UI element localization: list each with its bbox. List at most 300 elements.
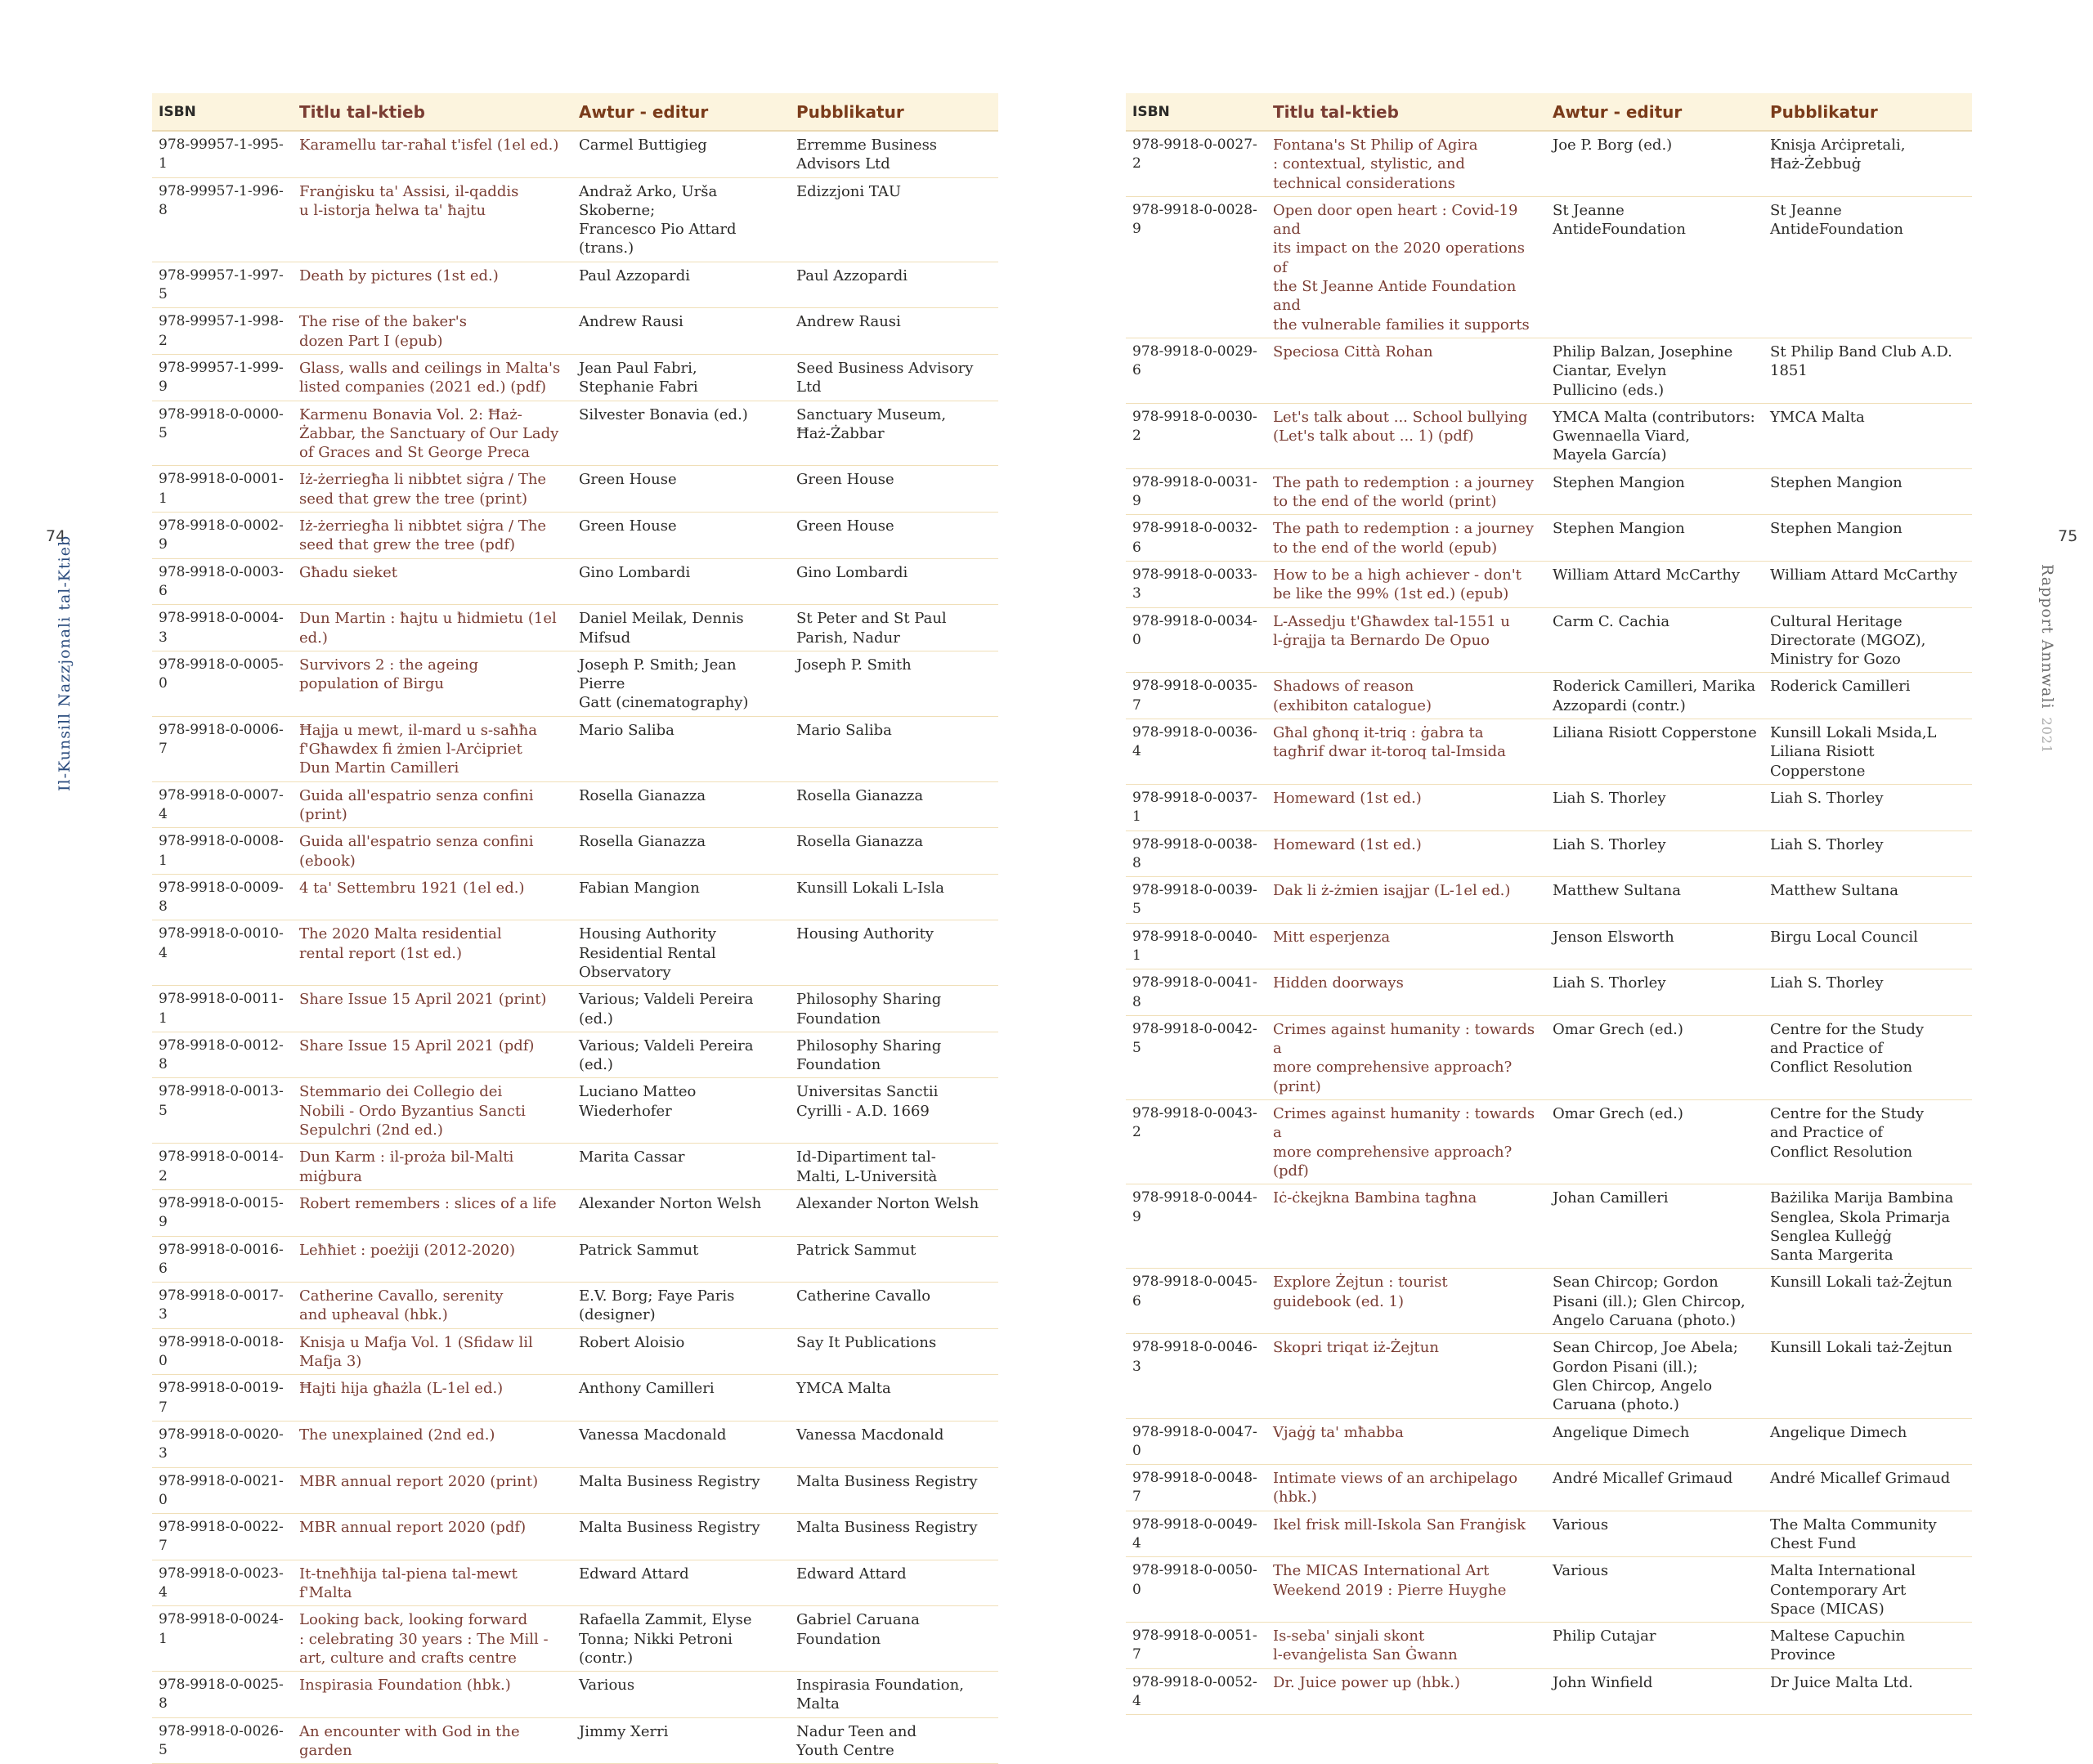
author-cell: Various; Valdeli Pereira (ed.): [579, 1036, 754, 1074]
table-row: [152, 1237, 998, 1283]
author-cell: Daniel Meilak, Dennis Mifsud: [579, 610, 744, 647]
table-row: [1126, 562, 1972, 608]
title-cell: Leħħiet : poeżiji (2012-2020): [299, 1241, 515, 1259]
title-cell: Ħajja u mewt, il-mard u s-saħħa f'Għawdex fi żmien l-Arċipriet Dun Martin Camilleri: [299, 721, 537, 777]
isbn-cell: 978-9918-0-0007-4: [159, 786, 284, 822]
author-cell: Marita Cassar: [579, 1148, 685, 1166]
table-row: [152, 1078, 998, 1144]
publisher-cell: Gabriel Caruana Foundation: [796, 1611, 920, 1648]
isbn-cell: 978-9918-0-0024-1: [159, 1611, 284, 1647]
author-cell: Sean Chircop; Gordon Pisani (ill.); Glen Chircop, Angelo Caruana (photo.): [1553, 1274, 1746, 1330]
isbn-cell: 978-9918-0-0050-0: [1132, 1562, 1257, 1598]
table-row: [152, 651, 998, 717]
title-cell: The 2020 Malta residential rental report (1st ed.): [299, 925, 502, 962]
author-cell: Luciano Matteo Wiederhofer: [579, 1083, 697, 1120]
author-cell: Joseph P. Smith; Jean Pierre Gatt (cinematography): [579, 656, 749, 712]
isbn-cell: 978-9918-0-0049-4: [1132, 1516, 1257, 1551]
title-cell: Vjaġġ ta' mħabba: [1273, 1423, 1404, 1441]
isbn-cell: 978-9918-0-0006-7: [159, 721, 284, 758]
isbn-cell: 978-9918-0-0035-7: [1132, 678, 1257, 714]
table-row: [1126, 831, 1972, 878]
publisher-cell: The Malta Community Chest Fund: [1770, 1516, 1937, 1552]
author-cell: Green House: [579, 517, 677, 535]
author-cell: Silvester Bonavia (ed.): [579, 405, 748, 423]
table-row: [152, 920, 998, 986]
isbn-cell: 978-99957-1-996-8: [159, 182, 284, 218]
title-cell: An encounter with God in the garden: [299, 1722, 520, 1760]
isbn-cell: 978-9918-0-0001-1: [159, 471, 284, 507]
publisher-cell: Knisja Arċipretali, Ħaż-Żebbuġ: [1770, 137, 1906, 173]
publisher-cell: Bażilika Marija Bambina Senglea, Skola Primarja Senglea Kulleġġ Santa Margerita: [1770, 1189, 1954, 1265]
table-row: [1126, 1419, 1972, 1466]
publisher-cell: Kunsill Lokali taż-Żejtun: [1770, 1274, 1952, 1292]
title-cell: Iċ-ċkejkna Bambina tagħna: [1273, 1189, 1477, 1207]
isbn-cell: 978-99957-1-998-2: [159, 313, 284, 349]
author-cell: St Jeanne AntideFoundation: [1553, 201, 1686, 239]
table-row: [152, 1514, 998, 1560]
isbn-table: [152, 93, 998, 1764]
table-row: [152, 1672, 998, 1718]
isbn-cell: 978-9918-0-0028-9: [1132, 201, 1257, 238]
table-header: [1126, 93, 1972, 132]
title-cell: Open door open heart : Covid-19 and its impact on the 2020 operations of the St Jeanne Antide Foundation and the vulnerable families it supports: [1273, 201, 1530, 334]
isbn-cell: 978-9918-0-0010-4: [159, 925, 284, 961]
title-cell: The MICAS International Art Weekend 2019 : Pierre Huyghe: [1273, 1562, 1507, 1599]
isbn-cell: 978-9918-0-0036-4: [1132, 724, 1257, 760]
isbn-cell: 978-9918-0-0048-7: [1132, 1470, 1257, 1506]
publisher-cell: Mario Saliba: [796, 721, 892, 739]
isbn-cell: 978-9918-0-0046-3: [1132, 1339, 1257, 1375]
title-cell: Stemmario dei Collegio dei Nobili - Ordo Byzantius Sancti Sepulchri (2nd ed.): [299, 1083, 526, 1139]
author-cell: Various: [1553, 1562, 1609, 1580]
table-row: [1126, 1623, 1972, 1669]
table-row: [152, 1190, 998, 1237]
table-row: [1126, 1557, 1972, 1623]
table-row: [152, 178, 998, 262]
publisher-cell: Patrick Sammut: [796, 1241, 917, 1259]
table-row: [1126, 338, 1972, 404]
author-cell: Gino Lombardi: [579, 563, 691, 581]
title-cell: Knisja u Mafja Vol. 1 (Sfidaw lil Mafja 3): [299, 1333, 533, 1371]
publisher-cell: Kunsill Lokali Msida,L Liliana Risiott Copperstone: [1770, 724, 1937, 780]
table-row: [152, 1144, 998, 1190]
author-cell: Philip Cutajar: [1553, 1627, 1656, 1645]
page-number: 74: [46, 527, 66, 545]
isbn-cell: 978-9918-0-0003-6: [159, 563, 284, 599]
publisher-cell: Centre for the Study and Practice of Conflict Resolution: [1770, 1020, 1925, 1077]
title-cell: Death by pictures (1st ed.): [299, 266, 499, 284]
author-cell: Jimmy Xerri: [579, 1722, 669, 1740]
isbn-cell: 978-9918-0-0020-3: [159, 1426, 284, 1462]
table-row: [152, 132, 998, 178]
author-cell: André Micallef Grimaud: [1553, 1470, 1733, 1488]
author-cell: Johan Camilleri: [1553, 1189, 1669, 1207]
author-cell: Vanessa Macdonald: [579, 1426, 727, 1444]
table-row: [1126, 1100, 1972, 1184]
header-title: Titlu tal-ktieb: [299, 101, 425, 122]
publisher-cell: Paul Azzopardi: [796, 266, 908, 284]
table-row: [152, 1375, 998, 1421]
publisher-cell: Edizzjoni TAU: [796, 182, 902, 200]
running-header-year: 2021: [2039, 717, 2055, 754]
isbn-cell: 978-9918-0-0015-9: [159, 1194, 284, 1231]
isbn-cell: 978-9918-0-0039-5: [1132, 882, 1257, 918]
publisher-cell: Gino Lombardi: [796, 563, 908, 581]
table-row: [152, 262, 998, 309]
author-cell: Angelique Dimech: [1553, 1423, 1690, 1441]
publisher-cell: Edward Attard: [796, 1565, 907, 1583]
title-cell: Inspirasia Foundation (hbk.): [299, 1677, 511, 1695]
isbn-cell: 978-9918-0-0033-3: [1132, 566, 1257, 602]
table-row: [152, 1560, 998, 1607]
title-cell: Share Issue 15 April 2021 (print): [299, 991, 547, 1009]
title-cell: The path to redemption : a journey to the end of the world (print): [1273, 473, 1534, 511]
isbn-cell: 978-9918-0-0009-8: [159, 879, 284, 916]
table-row: [1126, 1016, 1972, 1100]
title-cell: Shadows of reason (exhibiton catalogue): [1273, 678, 1432, 714]
publisher-cell: Maltese Capuchin Province: [1770, 1627, 1906, 1664]
title-cell: Karamellu tar-raħal t'isfel (1el ed.): [299, 137, 559, 154]
title-cell: Speciosa Città Rohan: [1273, 343, 1433, 360]
author-cell: Carm C. Cachia: [1553, 612, 1670, 630]
table-row: [1126, 608, 1972, 674]
publisher-cell: Roderick Camilleri: [1770, 678, 1911, 696]
author-cell: Stephen Mangion: [1553, 520, 1685, 538]
table-row: [152, 717, 998, 782]
isbn-cell: 978-9918-0-0037-1: [1132, 789, 1257, 826]
table-row: [1126, 1465, 1972, 1511]
table-row: [1126, 673, 1972, 719]
table-row: [1126, 515, 1972, 562]
isbn-cell: 978-9918-0-0004-3: [159, 610, 284, 646]
publisher-cell: Dr Juice Malta Ltd.: [1770, 1673, 1913, 1691]
publisher-cell: Matthew Sultana: [1770, 882, 1898, 900]
publisher-cell: YMCA Malta: [796, 1380, 891, 1398]
author-cell: Various; Valdeli Pereira (ed.): [579, 991, 754, 1028]
table-row: [1126, 1669, 1972, 1716]
publisher-cell: Andrew Rausi: [796, 313, 901, 331]
isbn-cell: 978-9918-0-0011-1: [159, 991, 284, 1027]
publisher-cell: Catherine Cavallo: [796, 1287, 931, 1305]
publisher-cell: Malta Business Registry: [796, 1519, 978, 1537]
title-cell: How to be a high achiever - don't be like the 99% (1st ed.) (epub): [1273, 566, 1522, 603]
table-row: [1126, 969, 1972, 1016]
table-row: [152, 1032, 998, 1079]
author-cell: Roderick Camilleri, Marika Azzopardi (contr.): [1553, 678, 1756, 714]
publisher-cell: St Jeanne AntideFoundation: [1770, 201, 1903, 239]
table-row: [1126, 132, 1972, 197]
author-cell: Mario Saliba: [579, 721, 675, 739]
publisher-cell: Erremme Business Advisors Ltd: [796, 137, 938, 173]
author-cell: Liah S. Thorley: [1553, 789, 1666, 807]
isbn-cell: 978-9918-0-0042-5: [1132, 1020, 1257, 1057]
header-title: Titlu tal-ktieb: [1273, 101, 1399, 122]
author-cell: Philip Balzan, Josephine Ciantar, Evelyn Pullicino (eds.): [1553, 343, 1733, 399]
right-page: [1046, 0, 2093, 1710]
table-row: [1126, 877, 1972, 924]
isbn-cell: 978-9918-0-0041-8: [1132, 974, 1257, 1010]
title-cell: Fontana's St Philip of Agira : contextual, stylistic, and technical considerations: [1273, 137, 1478, 192]
isbn-cell: 978-9918-0-0044-9: [1132, 1189, 1257, 1225]
author-cell: Alexander Norton Welsh: [579, 1194, 762, 1212]
table-row: [1126, 1334, 1972, 1418]
title-cell: The unexplained (2nd ed.): [299, 1426, 495, 1444]
table-row: [1126, 785, 1972, 831]
publisher-cell: Green House: [796, 517, 894, 535]
isbn-cell: 978-9918-0-0032-6: [1132, 520, 1257, 556]
table-row: [152, 1718, 998, 1764]
author-cell: Andrew Rausi: [579, 313, 683, 331]
title-cell: Looking back, looking forward : celebrating 30 years : The Mill - art, culture and crafts centre: [299, 1611, 549, 1667]
isbn-cell: 978-99957-1-997-5: [159, 266, 284, 303]
isbn-cell: 978-9918-0-0008-1: [159, 833, 284, 869]
isbn-cell: 978-9918-0-0021-0: [159, 1472, 284, 1508]
author-cell: Liah S. Thorley: [1553, 974, 1666, 992]
publisher-cell: Housing Authority: [796, 925, 934, 943]
author-cell: Andraž Arko, Urša Skoberne; Francesco Pio Attard (trans.): [579, 182, 737, 257]
title-cell: Intimate views of an archipelago (hbk.): [1273, 1470, 1518, 1507]
header-publisher: Pubblikatur: [1770, 101, 1878, 122]
title-cell: Survivors 2 : the ageing population of Birgu: [299, 656, 478, 693]
title-cell: Is-seba' sinjali skont l-evanġelista San Ġwann: [1273, 1627, 1458, 1664]
header-publisher: Pubblikatur: [796, 101, 904, 122]
title-cell: Dr. Juice power up (hbk.): [1273, 1673, 1460, 1691]
author-cell: Liliana Risiott Copperstone: [1553, 724, 1757, 742]
title-cell: Għal għonq it-triq : ġabra ta tagħrif dwar it-toroq tal-Imsida: [1273, 724, 1506, 761]
isbn-cell: 978-9918-0-0051-7: [1132, 1627, 1257, 1663]
header-author: Awtur - editur: [579, 101, 709, 122]
isbn-cell: 978-9918-0-0045-6: [1132, 1274, 1257, 1310]
publisher-cell: Philosophy Sharing Foundation: [796, 1036, 942, 1074]
isbn-cell: 978-9918-0-0000-5: [159, 405, 284, 441]
title-cell: Let's talk about ... School bullying (Let's talk about ... 1) (pdf): [1273, 408, 1528, 445]
table-row: [152, 401, 998, 467]
table-row: [152, 1421, 998, 1468]
table-body: [1126, 132, 1972, 1715]
publisher-cell: Sanctuary Museum, Ħaż-Żabbar: [796, 405, 947, 442]
title-cell: Karmenu Bonavia Vol. 2: Ħaż- Żabbar, the Sanctuary of Our Lady of Graces and St George Preca: [299, 405, 559, 462]
author-cell: Rafaella Zammit, Elyse Tonna; Nikki Petroni (contr.): [579, 1611, 752, 1667]
title-cell: Share Issue 15 April 2021 (pdf): [299, 1036, 535, 1054]
author-cell: Patrick Sammut: [579, 1241, 699, 1259]
page-number: 75: [2058, 527, 2078, 545]
publisher-cell: Green House: [796, 471, 894, 489]
table-row: [152, 559, 998, 606]
isbn-cell: 978-9918-0-0022-7: [159, 1519, 284, 1555]
title-cell: Ikel frisk mill-Iskola San Franġisk: [1273, 1516, 1526, 1533]
isbn-cell: 978-9918-0-0016-6: [159, 1241, 284, 1277]
isbn-cell: 978-9918-0-0043-2: [1132, 1105, 1257, 1141]
publisher-cell: Liah S. Thorley: [1770, 974, 1884, 992]
publisher-cell: Kunsill Lokali L-Isla: [796, 879, 945, 897]
author-cell: Carmel Buttigieg: [579, 137, 707, 154]
publisher-cell: Universitas Sanctii Cyrilli - A.D. 1669: [796, 1083, 939, 1120]
title-cell: Catherine Cavallo, serenity and upheaval (hbk.): [299, 1287, 504, 1324]
table-header: [152, 93, 998, 132]
title-cell: Glass, walls and ceilings in Malta's listed companies (2021 ed.) (pdf): [299, 359, 561, 396]
table-row: [152, 1283, 998, 1329]
publisher-cell: Malta International Contemporary Art Space (MICAS): [1770, 1562, 1916, 1618]
publisher-cell: Seed Business Advisory Ltd: [796, 359, 974, 396]
header-isbn: ISBN: [1132, 103, 1170, 120]
title-cell: Guida all'espatrio senza confini (print): [299, 786, 534, 823]
isbn-cell: 978-9918-0-0023-4: [159, 1565, 284, 1601]
table-row: [152, 466, 998, 513]
author-cell: Joe P. Borg (ed.): [1553, 137, 1673, 154]
isbn-cell: 978-9918-0-0038-8: [1132, 835, 1257, 871]
publisher-cell: Angelique Dimech: [1770, 1423, 1907, 1441]
author-cell: Fabian Mangion: [579, 879, 700, 897]
title-cell: Iż-żerriegħa li nibbtet siġra / The seed that grew the tree (pdf): [299, 517, 547, 554]
running-header: [2038, 564, 2056, 754]
isbn-cell: 978-9918-0-0026-5: [159, 1722, 284, 1759]
publisher-cell: Nadur Teen and Youth Centre: [796, 1722, 917, 1760]
title-cell: Iż-żerriegħa li nibbtet siġra / The seed that grew the tree (print): [299, 471, 547, 508]
table-row: [152, 1468, 998, 1515]
author-cell: Robert Aloisio: [579, 1333, 685, 1351]
publisher-cell: Alexander Norton Welsh: [796, 1194, 979, 1212]
publisher-cell: Rosella Gianazza: [796, 833, 924, 851]
table-row: [152, 308, 998, 355]
title-cell: Dak li ż-żmien isajjar (L-1el ed.): [1273, 882, 1511, 900]
isbn-cell: 978-9918-0-0052-4: [1132, 1673, 1257, 1710]
publisher-cell: Joseph P. Smith: [796, 656, 912, 674]
isbn-cell: 978-9918-0-0012-8: [159, 1036, 284, 1073]
isbn-cell: 978-9918-0-0040-1: [1132, 928, 1257, 964]
author-cell: Malta Business Registry: [579, 1472, 760, 1490]
author-cell: Matthew Sultana: [1553, 882, 1681, 900]
isbn-cell: 978-9918-0-0017-3: [159, 1287, 284, 1323]
title-cell: Guida all'espatrio senza confini (ebook): [299, 833, 534, 870]
publisher-cell: YMCA Malta: [1770, 408, 1865, 426]
isbn-cell: 978-9918-0-0002-9: [159, 517, 284, 553]
publisher-cell: Philosophy Sharing Foundation: [796, 991, 942, 1028]
table-row: [152, 782, 998, 829]
author-cell: William Attard McCarthy: [1553, 566, 1741, 584]
author-cell: Malta Business Registry: [579, 1519, 760, 1537]
publisher-cell: Id-Dipartiment tal- Malti, L-Università: [796, 1148, 938, 1185]
isbn-cell: 978-9918-0-0014-2: [159, 1148, 284, 1184]
table-row: [1126, 1184, 1972, 1269]
author-cell: Omar Grech (ed.): [1553, 1020, 1683, 1038]
publisher-cell: André Micallef Grimaud: [1770, 1470, 1951, 1488]
publisher-cell: Vanessa Macdonald: [796, 1426, 944, 1444]
publisher-cell: St Philip Band Club A.D. 1851: [1770, 343, 1952, 380]
title-cell: Robert remembers : slices of a life: [299, 1194, 557, 1212]
author-cell: John Winfield: [1553, 1673, 1653, 1691]
title-cell: L-Assedju t'Għawdex tal-1551 u l-ġrajja ta Bernardo De Opuo: [1273, 612, 1510, 649]
publisher-cell: Stephen Mangion: [1770, 520, 1903, 538]
isbn-cell: 978-9918-0-0018-0: [159, 1333, 284, 1370]
isbn-table: [1126, 93, 1972, 1715]
title-cell: Franġisku ta' Assisi, il-qaddis u l-istorja ħelwa ta' ħajtu: [299, 182, 519, 219]
isbn-cell: 978-99957-1-995-1: [159, 137, 284, 172]
publisher-cell: Liah S. Thorley: [1770, 835, 1884, 853]
title-cell: Hidden doorways: [1273, 974, 1404, 992]
publisher-cell: Malta Business Registry: [796, 1472, 978, 1490]
running-header-title: Rapport Annwali: [2038, 564, 2056, 710]
title-cell: Explore Żejtun : tourist guidebook (ed. 1): [1273, 1274, 1448, 1310]
publisher-cell: Say It Publications: [796, 1333, 937, 1351]
title-cell: Ħajti hija għażla (L-1el ed.): [299, 1380, 504, 1398]
title-cell: Crimes against humanity : towards a more comprehensive approach? (print): [1273, 1020, 1535, 1095]
isbn-cell: 978-9918-0-0047-0: [1132, 1423, 1257, 1459]
title-cell: The path to redemption : a journey to the end of the world (epub): [1273, 520, 1534, 557]
table-row: [152, 986, 998, 1032]
isbn-cell: 978-9918-0-0027-2: [1132, 137, 1257, 172]
table-row: [152, 513, 998, 559]
publisher-cell: Cultural Heritage Directorate (MGOZ), Ministry for Gozo: [1770, 612, 1926, 669]
running-header: Il-Kunsill Nazzjonali tal-Ktieb: [56, 535, 74, 791]
publisher-cell: Inspirasia Foundation, Malta: [796, 1677, 964, 1713]
isbn-cell: 978-99957-1-999-9: [159, 359, 284, 396]
author-cell: Anthony Camilleri: [579, 1380, 715, 1398]
author-cell: Paul Azzopardi: [579, 266, 691, 284]
publisher-cell: Birgu Local Council: [1770, 928, 1918, 946]
publisher-cell: St Peter and St Paul Parish, Nadur: [796, 610, 947, 647]
publisher-cell: Centre for the Study and Practice of Conflict Resolution: [1770, 1105, 1925, 1161]
title-cell: Crimes against humanity : towards a more comprehensive approach? (pdf): [1273, 1105, 1535, 1180]
table-row: [1126, 404, 1972, 469]
table-row: [1126, 197, 1972, 338]
author-cell: Jean Paul Fabri, Stephanie Fabri: [579, 359, 698, 396]
isbn-cell: 978-9918-0-0034-0: [1132, 612, 1257, 648]
title-cell: MBR annual report 2020 (print): [299, 1472, 539, 1490]
title-cell: Homeward (1st ed.): [1273, 789, 1422, 807]
title-cell: MBR annual report 2020 (pdf): [299, 1519, 527, 1537]
title-cell: Homeward (1st ed.): [1273, 835, 1422, 853]
isbn-cell: 978-9918-0-0031-9: [1132, 473, 1257, 510]
publisher-cell: Liah S. Thorley: [1770, 789, 1884, 807]
author-cell: Various: [579, 1677, 635, 1695]
author-cell: Jenson Elsworth: [1553, 928, 1674, 946]
left-page: [0, 0, 1046, 1760]
author-cell: Omar Grech (ed.): [1553, 1105, 1683, 1123]
title-cell: Għadu sieket: [299, 563, 397, 581]
publisher-cell: Rosella Gianazza: [796, 786, 924, 804]
title-cell: Dun Karm : il-proża bil-Malti miġbura: [299, 1148, 514, 1185]
table-row: [1126, 924, 1972, 970]
title-cell: The rise of the baker's dozen Part I (epub): [299, 313, 467, 350]
title-cell: Dun Martin : ħajtu u ħidmietu (1el ed.): [299, 610, 557, 647]
isbn-cell: 978-9918-0-0019-7: [159, 1380, 284, 1416]
publisher-cell: Stephen Mangion: [1770, 473, 1903, 491]
author-cell: Green House: [579, 471, 677, 489]
table-row: [1126, 719, 1972, 785]
table-row: [1126, 1511, 1972, 1558]
title-cell: 4 ta' Settembru 1921 (1el ed.): [299, 879, 525, 897]
table-row: [152, 1606, 998, 1672]
author-cell: Liah S. Thorley: [1553, 835, 1666, 853]
isbn-cell: 978-9918-0-0029-6: [1132, 343, 1257, 379]
header-author: Awtur - editur: [1553, 101, 1683, 122]
table-row: [152, 1329, 998, 1376]
title-cell: Skopri triqat iż-Żejtun: [1273, 1339, 1439, 1357]
table-body: [152, 132, 998, 1764]
author-cell: Edward Attard: [579, 1565, 689, 1583]
author-cell: Stephen Mangion: [1553, 473, 1685, 491]
table-row: [152, 355, 998, 401]
author-cell: Sean Chircop, Joe Abela; Gordon Pisani (ill.); Glen Chircop, Angelo Caruana (photo.): [1553, 1339, 1738, 1414]
table-row: [152, 875, 998, 921]
table-row: [152, 828, 998, 875]
publisher-cell: Kunsill Lokali taż-Żejtun: [1770, 1339, 1952, 1357]
author-cell: E.V. Borg; Faye Paris (designer): [579, 1287, 735, 1324]
author-cell: Various: [1553, 1516, 1609, 1533]
table-row: [152, 605, 998, 651]
title-cell: It-tneħħija tal-piena tal-mewt f'Malta: [299, 1565, 518, 1601]
header-isbn: ISBN: [159, 103, 196, 120]
